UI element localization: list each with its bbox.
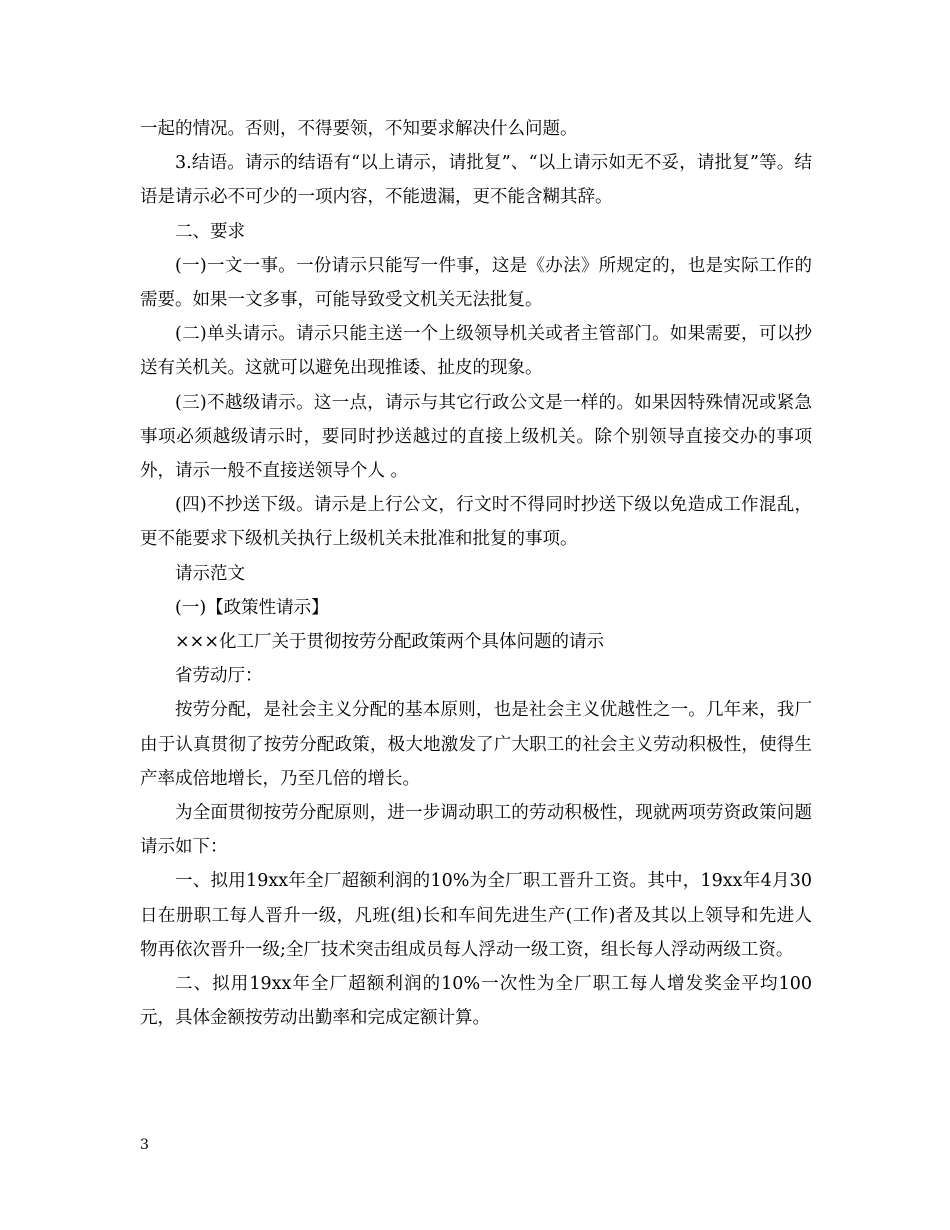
paragraph-1: 一起的情况。否则，不得要领，不知要求解决什么问题。 <box>140 119 578 139</box>
page-number: 3 <box>140 1137 149 1153</box>
paragraph-12: 按劳分配，是社会主义分配的基本原则，也是社会主义优越性之一。几年来，我厂由于认真贯彻了按劳分配政策，极大地激发了广大职工的社会主义劳动积极性，使得生产率成倍地增长，乃至几倍的增长。 <box>140 700 812 789</box>
paragraph-2: 3.结语。请示的结语有“以上请示，请批复”、“以上请示如无不妥，请批复”等。结语是请示必不可少的一项内容，不能遗漏，更不能含糊其辞。 <box>140 153 812 208</box>
sample-subheading: (一)【政策性请示】 <box>175 597 329 618</box>
sample-addressee: 省劳动厅： <box>175 666 263 687</box>
section-heading-requirements: 二、要求 <box>175 221 245 242</box>
paragraph-6: (三)不越级请示。这一点，请示与其它行政公文是一样的。如果因特殊情况或紧急事项必须越级请示时，要同时抄送越过的直接上级机关。除个别领导直接交办的事项外，请示一般不直接送领导个人 。 <box>140 392 812 482</box>
paragraph-15: 二、拟用19xx年全厂超额利润的10%一次性为全厂职工每人增发奖金平均100元，具体金额按劳动出勤率和完成定额计算。 <box>140 974 812 1029</box>
sample-title: ×××化工厂关于贯彻按劳分配政策两个具体问题的请示 <box>175 632 604 653</box>
body-text <box>140 112 812 1035</box>
paragraph-7: (四)不抄送下级。请示是上行公文，行文时不得同时抄送下级以免造成工作混乱，更不能要求下级机关执行上级机关未批准和批复的事项。 <box>140 495 812 550</box>
paragraph-13: 为全面贯彻按劳分配原则，进一步调动职工的劳动积极性，现就两项劳资政策问题请示如下： <box>140 803 812 858</box>
section-heading-sample: 请示范文 <box>175 563 245 584</box>
paragraph-5: (二)单头请示。请示只能主送一个上级领导机关或者主管部门。如果需要，可以抄送有关机关。这就可以避免出现推诿、扯皮的现象。 <box>140 324 812 379</box>
paragraph-14: 一、拟用19xx年全厂超额利润的10%为全厂职工晋升工资。其中，19xx年4月30日在册职工每人晋升一级，凡班(组)长和车间先进生产(工作)者及其以上领导和先进人物再依次晋升一级;全厂技术突击组成员每人浮动一级工资，组长每人浮动两级工资。 <box>140 871 812 960</box>
paragraph-4: (一)一文一事。一份请示只能写一件事，这是《办法》所规定的，也是实际工作的需要。如果一文多事，可能导致受文机关无法批复。 <box>140 255 812 311</box>
